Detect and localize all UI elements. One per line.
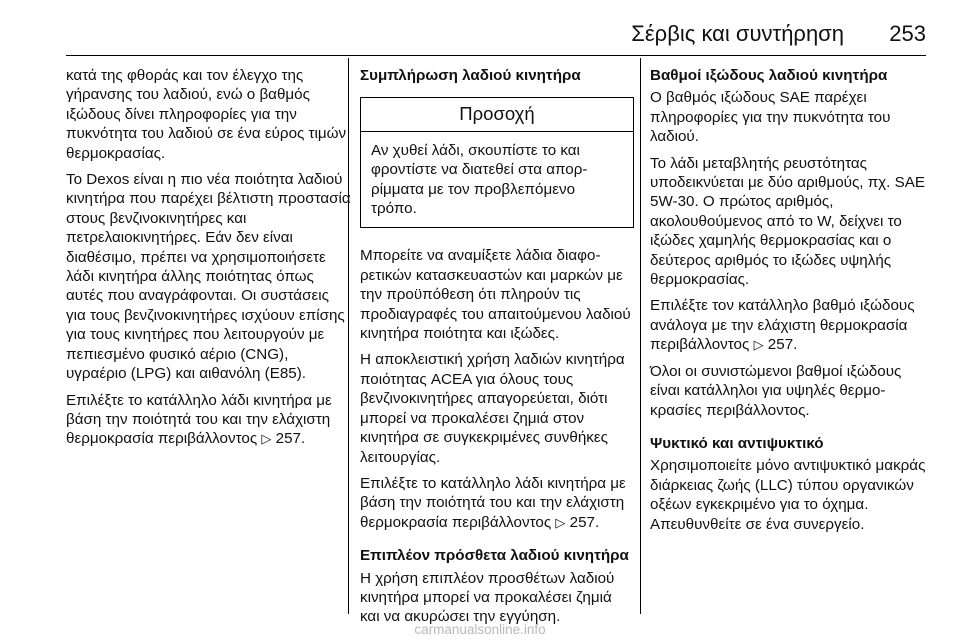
column-2: [360, 66, 634, 634]
paragraph: Χρησιμοποιείτε μόνο αντιψυκτικό μακράς διάρκειας ζωής (LLC) τύπου οργανικών οξέων εγκεκριμένο για το όχημα. Απευθυνθείτε σε ένα συνεργείο.: [650, 457, 926, 533]
paragraph-text: Επιλέξτε τον κατάλληλο βαθμό ιξώδους ανάλογα με την ελάχιστη θερμοκρασία περιβάλλοντος: [650, 297, 915, 354]
page-reference-icon: ▷: [555, 514, 566, 530]
paragraph: Η χρήση επιπλέον προσθέτων λαδιού κινητήρα μπορεί να προκαλέσει ζημιά και να ακυρώσει την εγγύηση.: [360, 569, 615, 626]
heading: Βαθμοί ιξώδους λαδιού κινητήρα: [650, 67, 888, 84]
page-header: [0, 0, 960, 62]
heading: Ψυκτικό και αντιψυκτικό: [650, 434, 824, 452]
caution-title: Προσοχή: [361, 98, 633, 131]
page-reference: 257.: [569, 513, 600, 531]
paragraph: Ο βαθμός ιξώδους SAE παρέχει πληροφορίες για την πυκνότητα του λαδιού.: [650, 89, 891, 146]
paragraph: κατά της φθοράς και τον έλεγχο της γήρανσης του λαδιού, ενώ ο βαθμός ιξώδους δίνει πληροφορίες για την πυκνότητα του λαδιού σε ένα εύρος τιμών θερμοκρασίας.: [66, 67, 347, 162]
column-3: [650, 66, 930, 541]
paragraph-text: Επιλέξτε το κατάλληλο λάδι κινητήρα με βάση την ποιότητά του και την ελάχιστη θερμοκρασία περιβάλλοντος: [360, 474, 626, 531]
paragraph: Η αποκλειστική χρήση λαδιών κινητήρα ποιότητας ACEA για όλους τους βενζινοκινητήρες απαγορεύεται, διότι μπορεί να προκαλέσει ζημιά στον κινητήρα σε συγκεκριμένες συνθήκες λειτουργίας.: [360, 351, 625, 466]
paragraph: Το λάδι μεταβλητής ρευστότητας υποδεικνύεται με δύο αριθμούς, πχ. SAE 5W-30. Ο πρώτος αριθμός, ακολουθούμενος από το W, δείχνει το ιξώδες χαμηλής θερμοκρασίας και ο δεύτερος αριθμός το ιξώδες υψηλής θερμοκρασίας.: [650, 154, 925, 289]
caution-text: Αν χυθεί λάδι, σκουπίστε το και φροντίστε να διατεθεί στα απορρίμματα με τον προβλεπόμενο τρόπο.: [371, 141, 588, 218]
page-reference-icon: ▷: [753, 337, 764, 353]
column-1: [66, 66, 351, 456]
paragraph: [650, 296, 930, 354]
paragraph: [360, 474, 634, 532]
section-title: Σέρβις και συντήρηση: [631, 21, 844, 46]
paragraph: [66, 391, 351, 449]
caution-box: [360, 97, 634, 228]
paragraph-text: Επιλέξτε το κατάλληλο λάδι κινητήρα με βάση την ποιότητά του και την ελάχιστη θερμοκρασία περιβάλλοντος: [66, 391, 332, 448]
heading: Επιπλέον πρόσθετα λαδιού κινητήρα: [360, 547, 629, 565]
column-divider-2: [640, 58, 641, 614]
page-reference: 257.: [275, 430, 306, 448]
header-rule: [66, 55, 926, 56]
page-reference: 257.: [767, 336, 798, 354]
watermark: carmanualsonline.info: [414, 622, 546, 637]
paragraph: Όλοι οι συνιστώμενοι βαθμοί ιξώδους είναι κατάλληλοι για υψηλές θερμοκρασίες περιβάλλοντος.: [650, 362, 902, 419]
paragraph: Μπορείτε να αναμίξετε λάδια διαφορετικών κατασκευαστών και μαρκών με την προϋπόθεση ότι πληρούν τις προδιαγραφές του απαιτούμενου λαδιού κινητήρα ποιότητα και ιξώδες.: [360, 247, 631, 343]
paragraph: Το Dexos είναι η πιο νέα ποιότητα λαδιού κινητήρα που παρέχει βέλτιστη προστασία στους βενζινοκινητήρες και πετρελαιοκινητήρες. Εάν δεν είναι διαθέσιμο, πρέπει να χρησιμοποιήσετε λάδι κινητήρα άλλης ποιότητας όπως αυτές που αναγράφονται. Οι συστάσεις για τους βενζινοκινητήρες ισχύουν επίσης για τους κινητήρες που λειτουργούν με πεπιεσμένο φυσικό αέριο (CNG), υγραέριο (LPG) και αιθανόλη (E85).: [66, 171, 351, 383]
page-number: 253: [889, 21, 926, 46]
page-reference-icon: ▷: [261, 431, 272, 447]
heading: Συμπλήρωση λαδιού κινητήρα: [360, 67, 581, 84]
